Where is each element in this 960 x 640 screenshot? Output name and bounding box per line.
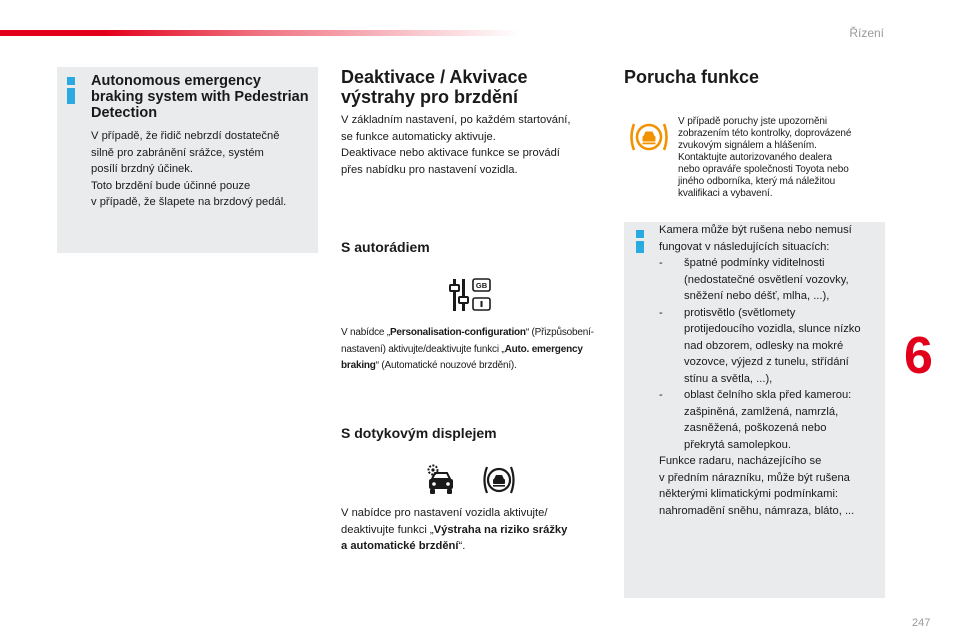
header-accent-bar — [0, 30, 520, 36]
text-line: nahromadění sněhu, námraza, bláto, ... — [659, 504, 855, 517]
text-fragment: “ (Automatické nouzové brzdění). — [375, 360, 517, 371]
camera-limitations-text — [659, 222, 883, 519]
text-line: V základním nastavení, po každém startování, — [341, 114, 571, 126]
text-line: posílí brzdný účinek. — [91, 163, 193, 175]
text-line: Funkce radaru, nacházejícího se — [659, 455, 822, 467]
fault-heading: Porucha funkce — [624, 67, 760, 87]
text-line: přes nabídku pro nastavení vozidla. — [341, 163, 518, 176]
function-name: a automatické brzdění — [341, 540, 459, 552]
text-line: zvukovým signálem a hlášením. — [678, 140, 817, 151]
list-item — [659, 387, 883, 453]
vehicle-settings-icon — [424, 463, 458, 497]
text-line: některými klimatickými podmínkami: — [659, 488, 839, 500]
text-line: nebo opraváře společnosti Toyota nebo — [678, 164, 849, 175]
text-line: V případě poruchy jste upozorněni — [678, 116, 828, 127]
function-name: braking — [341, 360, 376, 371]
text-line: zobrazením této kontrolky, doprovázené — [678, 128, 852, 139]
function-name: Auto. emergency — [504, 343, 583, 355]
text-line: Kamera může být rušena nebo nemusí — [659, 224, 852, 236]
bullet-mark: - — [659, 306, 663, 319]
text-line: v předním nárazníku, může být rušena — [659, 471, 850, 484]
text-line: silně pro zabránění srážce, systém — [91, 146, 264, 159]
text-line: v případě, že šlapete na brzdový pedál. — [91, 196, 287, 208]
text-line: zašpiněná, zamlžená, namrzlá, — [684, 405, 839, 418]
text-line: Kontaktujte autorizovaného dealera — [678, 152, 832, 163]
pedestrian-detection-info-box — [57, 67, 318, 253]
text-line: vozovce, výjezd z tunelu, střídání — [684, 356, 849, 368]
list-item — [659, 305, 883, 388]
bullet-mark: - — [659, 257, 663, 269]
text-line: oblast čelního skla před kamerou: — [684, 389, 852, 401]
text-line: špatné podmínky viditelnosti — [684, 257, 825, 269]
text-line: fungovat v následujících situacích: — [659, 240, 830, 253]
text-fragment: nastavení) aktivujte/deaktivujte funkci „ — [341, 343, 505, 355]
menu-name: Personalisation-configuration — [389, 327, 526, 338]
text-line: V nabídce pro nastavení vozidla aktivujte/ — [341, 507, 548, 519]
text-line: kvalifikaci a vybavení. — [678, 188, 773, 199]
radio-heading: S autorádiem — [341, 239, 430, 255]
text-fragment: V nabídce „ — [341, 327, 390, 338]
deactivation-heading — [341, 67, 527, 107]
camera-limitations-box — [624, 222, 885, 598]
info-icon — [67, 77, 75, 104]
text-line: sněžení nebo déšť, mlha, ...), — [684, 290, 830, 302]
text-line: protisvětlo (světlomety — [684, 306, 796, 319]
text-line: se funkce automaticky aktivuje. — [341, 130, 496, 143]
touchscreen-instructions — [341, 505, 616, 555]
text-line: (nedostatečné osvětlení vozovky, — [684, 273, 849, 286]
deactivation-text — [341, 112, 611, 178]
touchscreen-heading: S dotykovým displejem — [341, 425, 497, 441]
radio-instructions — [341, 325, 616, 375]
section-title: Řízení — [849, 26, 884, 40]
text-line: překrytá samolepkou. — [684, 438, 791, 451]
settings-badge-text: GB — [475, 281, 488, 290]
function-name: Výstraha na riziko srážky — [433, 523, 568, 536]
text-line: Deaktivace nebo aktivace funkce se provádí — [341, 147, 560, 159]
text-line: Toto brzdění bude účinné pouze — [91, 179, 251, 192]
text-fragment: deaktivujte funkci „ — [341, 523, 434, 536]
chapter-number: 6 — [904, 327, 933, 385]
text-line: V případě, že řidič nebrzdí dostatečně — [91, 130, 280, 142]
info-icon — [636, 230, 644, 253]
text-line: protijedoucího vozidla, slunce nízko — [684, 323, 861, 335]
settings-sliders-icon — [449, 277, 493, 313]
info-box-title: Autonomous emergency braking system with Pedestrian Detection — [91, 73, 309, 121]
fault-text — [678, 116, 888, 200]
heading-line: výstrahy pro brzdění — [341, 87, 519, 107]
collision-alert-icon — [481, 463, 517, 497]
brake-warning-icon — [628, 120, 670, 154]
text-line: jiného odborníka, který má náležitou — [678, 176, 836, 187]
text-fragment: “. — [458, 540, 466, 552]
heading-line: Deaktivace / Akvivace — [341, 67, 528, 87]
info-box-text — [91, 128, 316, 211]
page-number: 247 — [912, 617, 931, 629]
text-fragment: “ (Přizpůsobení- — [525, 327, 594, 338]
text-line: stínu a světla, ...), — [684, 372, 773, 385]
bullet-mark: - — [659, 389, 663, 401]
list-item — [659, 255, 883, 305]
text-line: zasněžená, poškozená nebo — [684, 422, 827, 434]
text-line: nad obzorem, odlesky na mokré — [684, 339, 844, 352]
